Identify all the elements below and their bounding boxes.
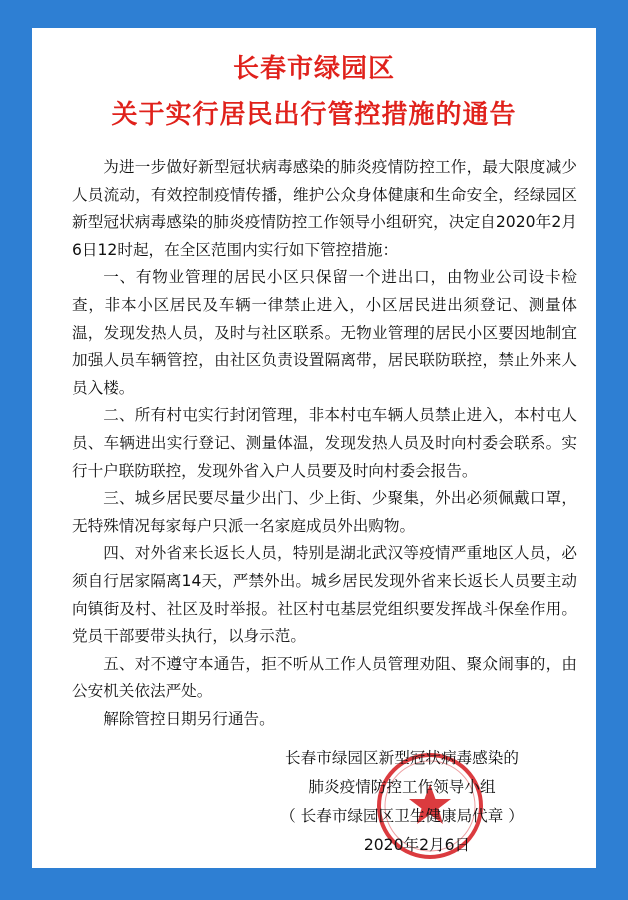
measure-5-paragraph: 五、对不遵守本通告，拒不听从工作人员管理劝阻、聚众闹事的，由公安机关依法严处。 [72, 654, 577, 701]
measure-2-paragraph: 二、所有村屯实行封闭管理，非本村屯车辆人员禁止进入，本村屯人员、车辆进出实行登记、测量体温，发现发热人员及时向村委会联系。实行十户联防联控，发现外省入户人员要及时向村委会报告。 [72, 406, 577, 480]
signature-line-3: （ 长春市绿园区卫生健康局代章 ） [280, 807, 524, 825]
signature-line-2: 肺炎疫情防控工作领导小组 [308, 778, 496, 796]
measure-4-paragraph: 四、对外省来长返长人员，特别是湖北武汉等疫情严重地区人员，必须自行居家隔离14天，严禁外出。城乡居民发现外省来长返长人员要主动向镇街及村、社区及时举报。社区村屯基层党组织要发挥战斗保垒作用。党员干部要带头执行，以身示范。 [72, 544, 577, 646]
notice-body [72, 154, 577, 733]
measure-1-paragraph: 一、有物业管理的居民小区只保留一个进出口，由物业公司设卡检查，非本小区居民及车辆一律禁止进入，小区居民进出须登记、测量体温，发现发热人员，及时与社区联系。无物业管理的居民小区要因地制宜加强人员车辆管控，由社区负责设置隔离带，居民联防联控，禁止外来人员入楼。 [72, 268, 577, 397]
signature-line-1: 长春市绿园区新型冠状病毒感染的 [285, 749, 519, 767]
signature-date: 2020年2月6日 [363, 836, 471, 854]
title-line-2: 关于实行居民出行管控措施的通告 [111, 100, 517, 130]
intro-paragraph: 为进一步做好新型冠状病毒感染的肺炎疫情防控工作，最大限度减少人员流动，有效控制疫情传播，维护公众身体健康和生命安全，经绿园区新型冠状病毒感染的肺炎疫情防控工作领导小组研究，决定自2020年2月6日12时起，在全区范围内实行如下管控措施： [72, 158, 577, 259]
closing-paragraph: 解除管控日期另行通告。 [103, 709, 275, 728]
measure-3-paragraph: 三、城乡居民要尽量少出门、少上街、少聚集，外出必须佩戴口罩，无特殊情况每家每户只派一名家庭成员外出购物。 [72, 489, 577, 535]
title-line-1: 长春市绿园区 [232, 54, 395, 84]
signature-block [252, 744, 552, 860]
notice-sheet [32, 28, 596, 868]
